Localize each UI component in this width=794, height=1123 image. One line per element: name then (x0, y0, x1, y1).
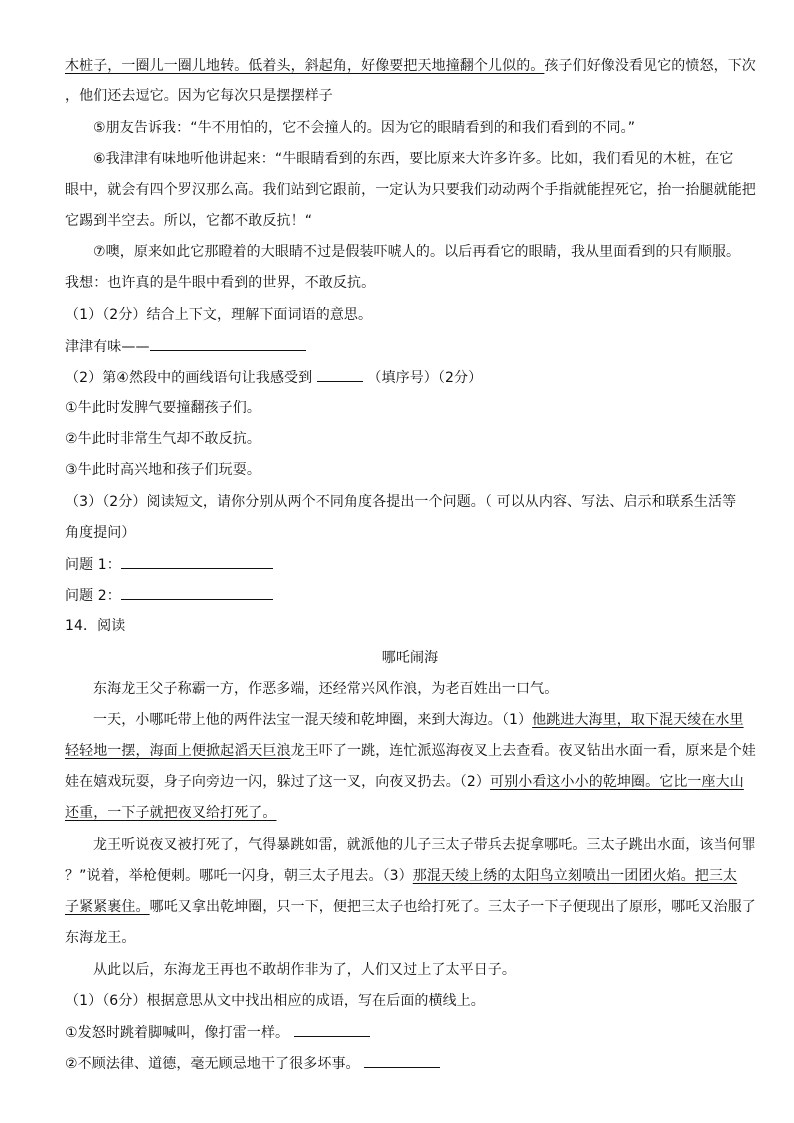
passage-line (65, 866, 755, 886)
question-3-ask-1 (65, 554, 755, 575)
paragraph-2 (65, 710, 755, 730)
answer-blank[interactable] (317, 367, 363, 382)
underlined-sentence: 还重，一下子就把夜叉给打死了。 (65, 805, 277, 821)
option-1: ①牛此时发脾气要撞翻孩子们。 (65, 400, 261, 416)
passage-line (65, 56, 755, 76)
underlined-sentence: 那混天绫上绣的太阳鸟立刻喷出一团团火焰。把三太 (412, 868, 738, 884)
text: 娃在嬉戏玩耍，身子向旁边一闪，躲过了这一叉，向夜叉扔去。（2） (65, 774, 491, 790)
passage-line: 眼中，就会有四个罗汉那么高。我们站到它跟前，一定认为只要我们动动两个手指就能捏死它，抬一抬腿就能把 (65, 182, 756, 198)
passage-line (65, 772, 755, 792)
question-3-ask-2 (65, 585, 755, 606)
passage-line: 它踢到半空去。所以，它都不敢反抗！“ (65, 213, 313, 229)
text: ？”说着，举枪便刺。哪吒一闪身，朝三太子甩去。（3） (65, 868, 413, 884)
paragraph-5: ⑤朋友告诉我：“牛不用怕的，它不会撞人的。因为它的眼睛看到的和我们看到的不同。” (93, 120, 636, 136)
item-2 (65, 1053, 755, 1074)
passage-line (65, 741, 755, 761)
text: 一天，小哪吒带上他的两件法宝一混天绫和乾坤圈，来到大海边。（1） (93, 712, 533, 728)
text: 哪吒又拿出乾坤圈，只一下，便把三太子也给打死了。三太子一下子便现出了原形，哪吒又治服了 (149, 899, 756, 915)
label: 问题 1： (65, 557, 121, 573)
text: 龙王吓了一跳，连忙派巡海夜叉上去查看。夜叉钻出水面一看，原来是个娃 (290, 743, 756, 759)
underlined-sentence: 他跳进大海里，取下混天绫在水里 (532, 712, 744, 728)
paragraph-3: 龙王听说夜叉被打死了，气得暴跳如雷，就派他的儿子三太子带兵去捉拿哪吒。三太子跳出水面，该当何罪 (93, 837, 756, 853)
question-1-answer-line (65, 336, 755, 357)
answer-blank[interactable] (150, 336, 306, 351)
underlined-sentence: 轻轻地一摆，海面上便掀起滔天巨浪 (65, 743, 291, 759)
answer-blank[interactable] (364, 1053, 440, 1068)
answer-blank[interactable] (121, 585, 273, 600)
option-3: ③牛此时高兴地和孩子们玩耍。 (65, 462, 261, 478)
answer-blank[interactable] (121, 554, 273, 569)
paragraph-7: ⑦噢，原来如此它那瞪着的大眼睛不过是假装吓唬人的。以后再看它的眼睛，我从里面看到的只有顺服。 (93, 244, 741, 260)
passage-line: 我想：也许真的是牛眼中看到的世界，不敢反抗。 (65, 275, 376, 291)
text: 孩子们好像没看见它的愤怒，下次 (544, 58, 756, 74)
text: （2）第④然段中的画线语句让我感受到 (65, 370, 313, 386)
term: 津津有味—— (65, 339, 150, 355)
answer-blank[interactable] (294, 1022, 370, 1037)
paragraph-6: ⑥我津津有味地听他讲起来：“牛眼睛看到的东西，要比原来大许多许多。比如，我们看见的木桩，在它 (93, 151, 734, 167)
question-1: （1）（2分）结合上下文，理解下面词语的意思。 (65, 307, 373, 323)
question-3: （3）（2分）阅读短文，请你分别从两个不同角度各提出一个问题。（ 可以从内容、写法、启示和联系生活等 (65, 494, 737, 510)
section-heading: 14．阅读 (65, 618, 126, 634)
paragraph-1: 东海龙王父子称霸一方，作恶多端，还经常兴风作浪，为老百姓出一口气。 (93, 681, 559, 697)
text: （填序号）（2分） (367, 370, 483, 386)
question-14-1: （1）（6分）根据意思从文中找出相应的成语，写在后面的横线上。 (65, 993, 485, 1009)
underlined-sentence: 木桩子，一圈儿一圈儿地转。低着头，斜起角，好像要把天地撞翻个儿似的。 (65, 58, 545, 74)
underlined-sentence: 可别小看这小小的乾坤圈。它比一座大山 (490, 774, 744, 790)
passage-line (65, 897, 755, 917)
text: ①发怒时跳着脚喊叫，像打雷一样。 (65, 1025, 290, 1041)
item-1 (65, 1022, 755, 1043)
option-2: ②牛此时非常生气却不敢反抗。 (65, 431, 261, 447)
label: 问题 2： (65, 588, 121, 604)
underlined-sentence: 子紧紧裹住。 (65, 899, 150, 915)
text: ②不顾法律、道德，毫无顾忌地干了很多坏事。 (65, 1056, 360, 1072)
paragraph-4: 从此以后，东海龙王再也不敢胡作非为了，人们又过上了太平日子。 (93, 962, 516, 978)
passage-line (65, 803, 755, 823)
passage-title: 哪吒闹海 (381, 650, 439, 666)
passage-line: 东海龙王。 (65, 930, 136, 946)
question-3-cont: 角度提问） (65, 525, 136, 541)
passage-line: ，他们还去逗它。因为它每次只是摆摆样子 (65, 88, 333, 104)
question-2 (65, 367, 755, 388)
